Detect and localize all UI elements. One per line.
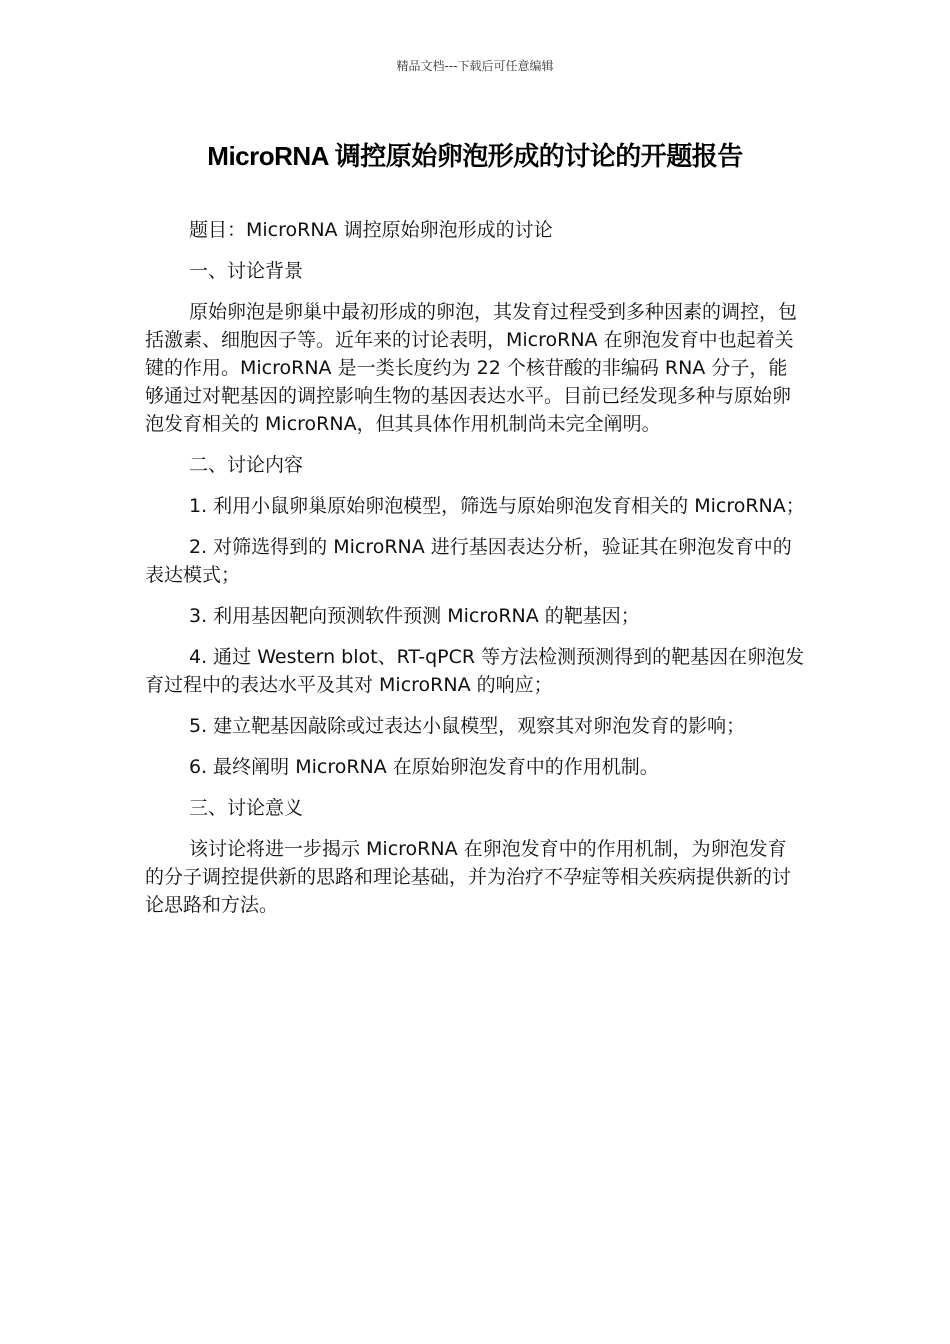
list-item: 4. 通过 Western blot、RT-qPCR 等方法检测预测得到的靶基因在卵泡发育过程中的表达水平及其对 MicroRNA 的响应； — [145, 646, 805, 696]
list-item: 2. 对筛选得到的 MicroRNA 进行基因表达分析，验证其在卵泡发育中的表达模式； — [145, 536, 792, 586]
document-body — [145, 216, 805, 932]
list-item: 3. 利用基因靶向预测软件预测 MicroRNA 的靶基因； — [189, 605, 640, 627]
document-title: MicroRNA 调控原始卵泡形成的讨论的开题报告 — [207, 141, 743, 171]
section-1-paragraph: 原始卵泡是卵巢中最初形成的卵泡，其发育过程受到多种因素的调控，包括激素、细胞因子等。近年来的讨论表明，MicroRNA 在卵泡发育中也起着关键的作用。MicroRNA 是一类长度约为 22 个核苷酸的非编码 RNA 分子，能够通过对靶基因的调控影响生物的基因表达水平。目前已经发现多种与原始卵泡发育相关的 MicroRNA，但其具体作用机制尚未完全阐明。 — [145, 301, 798, 435]
subject-line: 题目：MicroRNA 调控原始卵泡形成的讨论 — [189, 219, 553, 241]
list-item: 5. 建立靶基因敲除或过表达小鼠模型，观察其对卵泡发育的影响； — [189, 715, 746, 737]
section-3-heading: 三、讨论意义 — [189, 797, 304, 819]
list-item: 1. 利用小鼠卵巢原始卵泡模型，筛选与原始卵泡发育相关的 MicroRNA； — [189, 495, 805, 517]
page-header-note: 精品文档---下载后可任意编辑 — [396, 59, 554, 73]
section-1-heading: 一、讨论背景 — [189, 260, 304, 282]
section-3-paragraph: 该讨论将进一步揭示 MicroRNA 在卵泡发育中的作用机制，为卵泡发育的分子调控提供新的思路和理论基础，并为治疗不孕症等相关疾病提供新的讨论思路和方法。 — [145, 838, 792, 916]
list-item: 6. 最终阐明 MicroRNA 在原始卵泡发育中的作用机制。 — [189, 756, 659, 778]
section-2-heading: 二、讨论内容 — [189, 454, 304, 476]
